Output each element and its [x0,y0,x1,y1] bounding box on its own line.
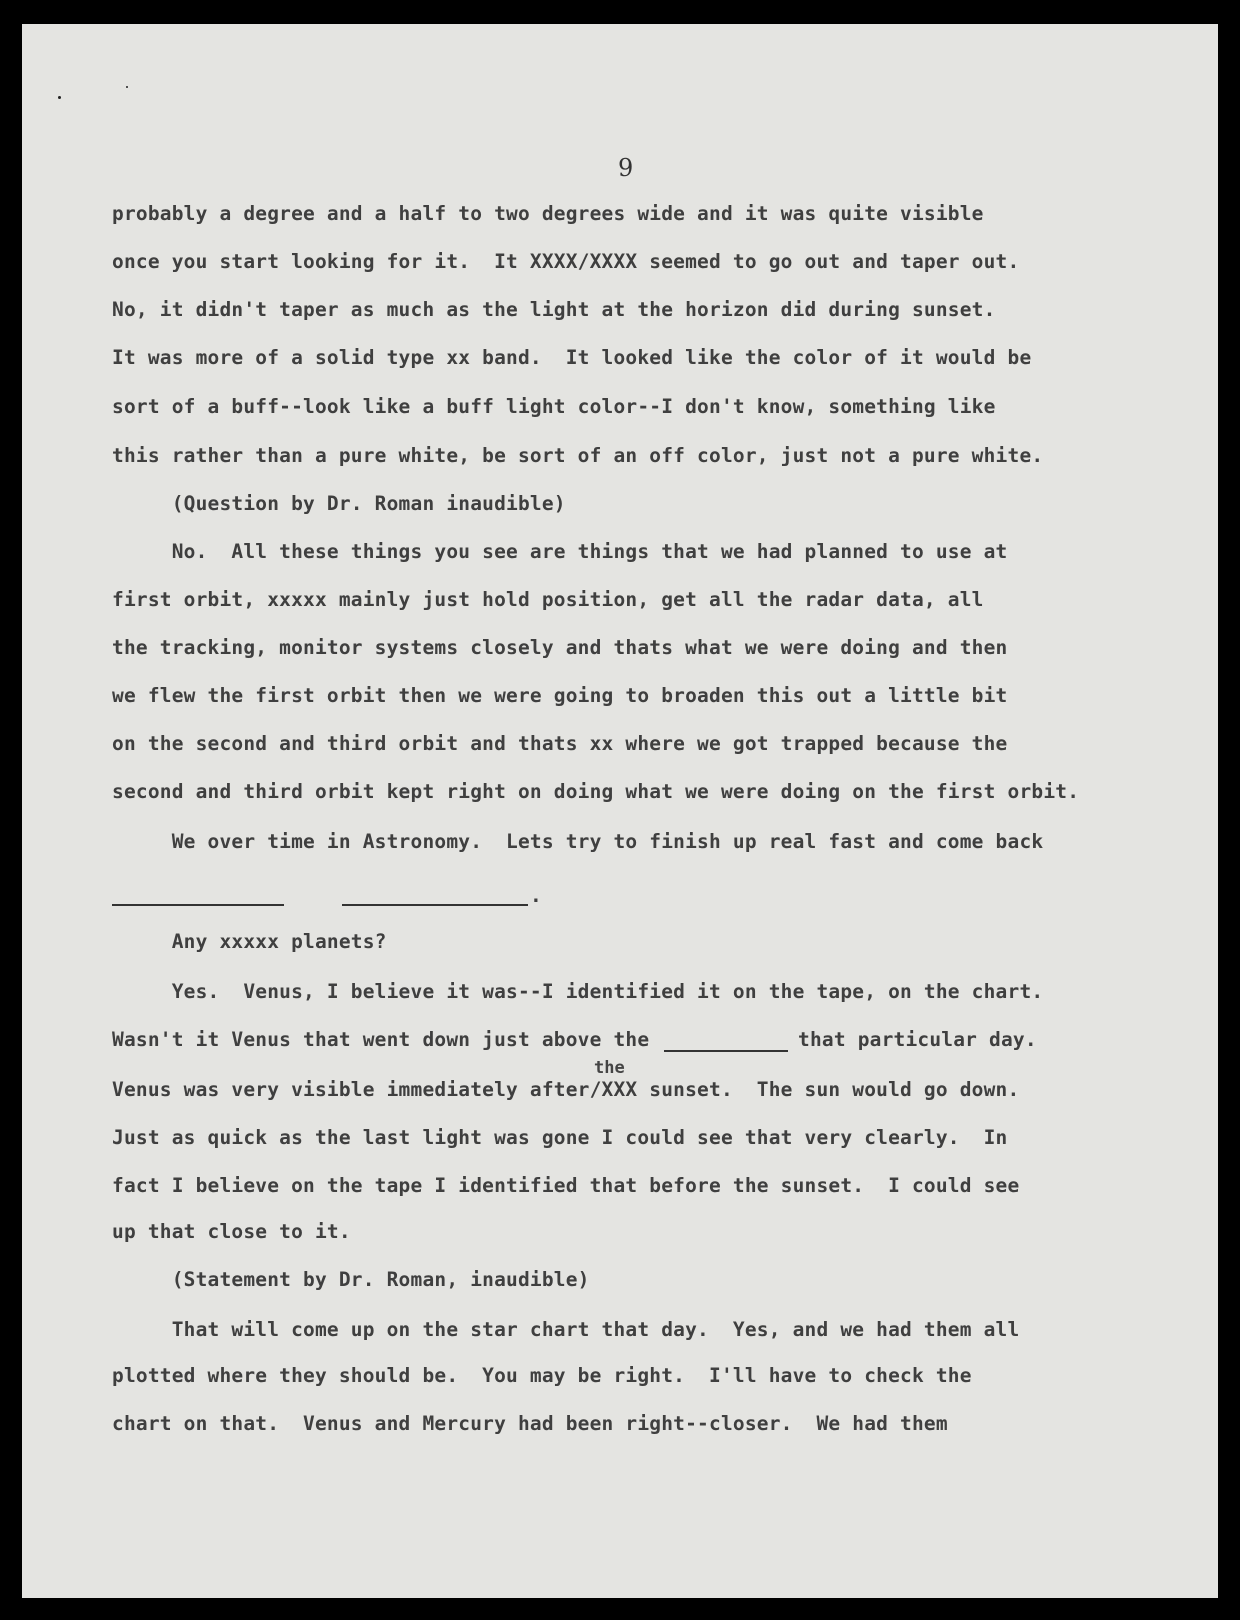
text-line: chart on that. Venus and Mercury had been right--closer. We had them [112,1412,948,1435]
document-page [22,24,1218,1598]
page-number: 9 [618,154,634,182]
text-line: Just as quick as the last light was gone I could see that very clearly. In [112,1126,1008,1149]
text-line: No. All these things you see are things that we had planned to use at [112,540,1008,563]
text-line: Yes. Venus, I believe it was--I identified it on the tape, on the chart. [112,980,1044,1003]
text-line: Wasn't it Venus that went down just above the [112,1028,650,1051]
text-line: No, it didn't taper as much as the light at the horizon did during sunset. [112,298,996,321]
text-line: (Question by Dr. Roman inaudible) [112,492,566,515]
text-line: we flew the first orbit then we were going to broaden this out a little bit [112,684,1008,707]
text-line: this rather than a pure white, be sort of an off color, just not a pure white. [112,444,1044,467]
text-line: the tracking, monitor systems closely and thats what we were doing and then [112,636,1008,659]
speck [126,86,128,88]
text-line: That will come up on the star chart that day. Yes, and we had them all [112,1318,1020,1341]
speck [58,96,61,99]
text-line: Any xxxxx planets? [112,930,387,953]
text-line: plotted where they should be. You may be right. I'll have to check the [112,1364,972,1387]
text-line: We over time in Astronomy. Lets try to finish up real fast and come back [112,830,1044,853]
blank-line [342,904,528,906]
text-line: probably a degree and a half to two degrees wide and it was quite visible [112,202,984,225]
text-line: up that close to it. [112,1220,351,1243]
text-line: second and third orbit kept right on doing what we were doing on the first orbit. [112,780,1080,803]
text-line: sort of a buff--look like a buff light color--I don't know, something like [112,395,996,418]
text-line-end: that particular day. [798,1028,1037,1051]
text-line: once you start looking for it. It XXXX/XXXX seemed to go out and taper out. [112,250,1020,273]
blank-line [664,1050,788,1052]
text-line: first orbit, xxxxx mainly just hold position, get all the radar data, all [112,588,984,611]
text-line: fact I believe on the tape I identified that before the sunset. I could see [112,1174,1020,1197]
blank-line [112,904,284,906]
interlinear-insertion: the [594,1058,625,1078]
text-line: It was more of a solid type xx band. It looked like the color of it would be [112,346,1032,369]
text-line: Venus was very visible immediately after/XXX sunset. The sun would go down. [112,1078,1020,1101]
text-line: (Statement by Dr. Roman, inaudible) [112,1268,590,1291]
blank-terminator: . [530,884,542,907]
text-line: on the second and third orbit and thats xx where we got trapped because the [112,732,1008,755]
